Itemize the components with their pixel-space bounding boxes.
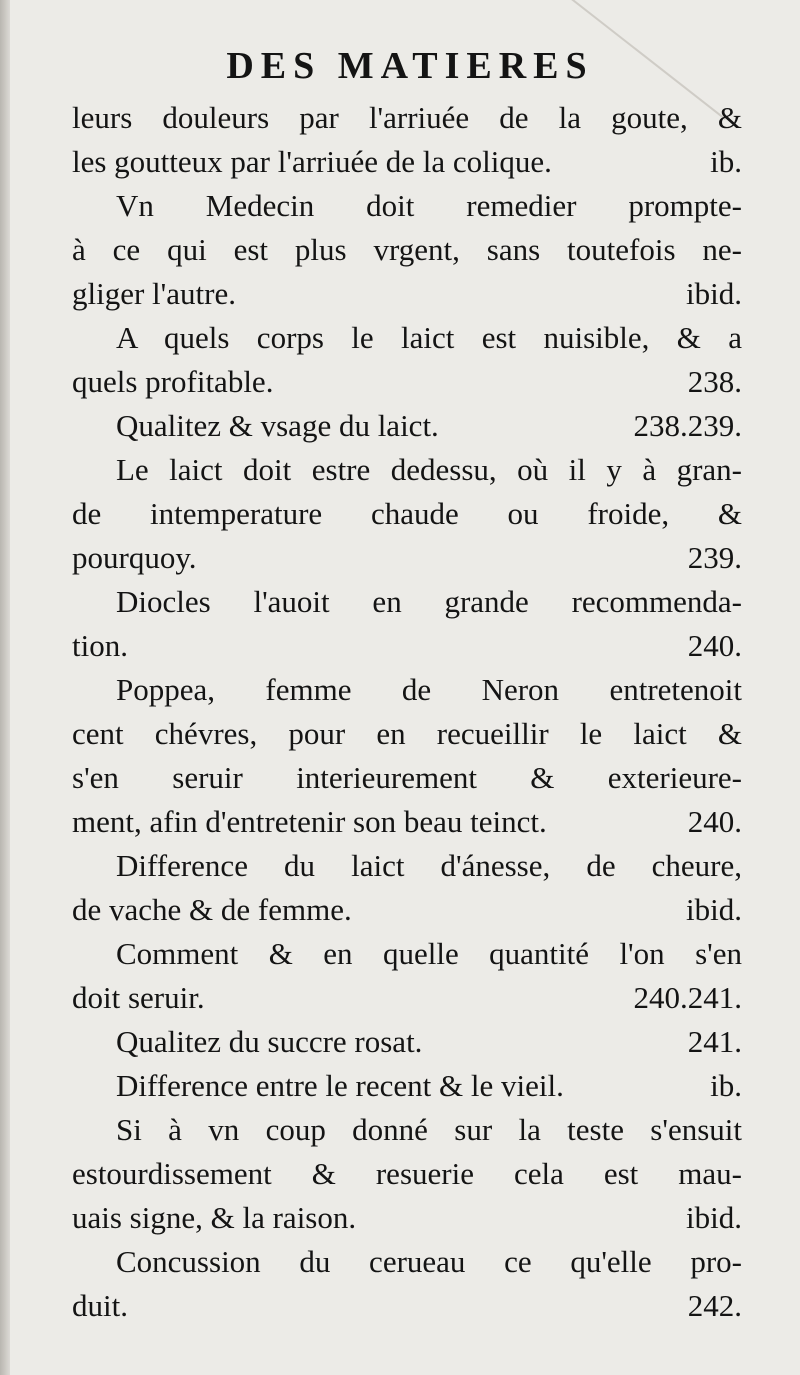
entry-line: Vn Medecin doit remedier prompte- bbox=[116, 188, 742, 223]
entry-line: tion. 240. bbox=[72, 624, 742, 668]
page-reference: 242. bbox=[687, 1288, 742, 1323]
page-reference: 240. bbox=[687, 804, 742, 839]
page-reference: 240. bbox=[687, 628, 742, 663]
index-entry bbox=[72, 404, 742, 448]
entry-line: quels profitable. 238. bbox=[72, 360, 742, 404]
entry-line: Concussion du cerueau ce qu'elle pro- bbox=[116, 1244, 742, 1279]
index-entries bbox=[72, 96, 742, 1328]
index-entry bbox=[72, 844, 742, 932]
entry-line: Poppea, femme de Neron entretenoit bbox=[116, 672, 742, 707]
entry-line: Diocles l'auoit en grande recommenda- bbox=[116, 584, 742, 619]
entry-line: cent chévres, pour en recueillir le laict & bbox=[72, 716, 742, 751]
entry-line: Difference du laict d'ánesse, de cheure, bbox=[116, 848, 742, 883]
entry-line: pourquoy. 239. bbox=[72, 536, 742, 580]
index-entry bbox=[72, 1108, 742, 1240]
entry-line: A quels corps le laict est nuisible, & a bbox=[116, 320, 742, 355]
page-header: DES MATIERES bbox=[226, 45, 594, 87]
entry-line: de intemperature chaude ou froide, & bbox=[72, 496, 742, 531]
page-reference: ib. bbox=[710, 144, 742, 179]
entry-line: de vache & de femme. ibid. bbox=[72, 888, 742, 932]
page-reference: ibid. bbox=[686, 892, 742, 927]
entry-line: leurs douleurs par l'arriuée de la goute, & bbox=[72, 100, 742, 135]
entry-line: à ce qui est plus vrgent, sans toutefois ne- bbox=[72, 232, 742, 267]
entry-line: s'en seruir interieurement & exterieure- bbox=[72, 760, 742, 795]
entry-line: gliger l'autre. ibid. bbox=[72, 272, 742, 316]
entry-line: uais signe, & la raison. ibid. bbox=[72, 1196, 742, 1240]
index-entry bbox=[72, 448, 742, 580]
entry-line: Si à vn coup donné sur la teste s'ensuit bbox=[116, 1112, 742, 1147]
index-entry bbox=[72, 668, 742, 844]
index-entry bbox=[72, 580, 742, 668]
index-entry bbox=[72, 1020, 742, 1064]
entry-line: Comment & en quelle quantité l'on s'en bbox=[116, 936, 742, 971]
page-reference: 239. bbox=[687, 540, 742, 575]
entry-line: Qualitez & vsage du laict. 238.239. bbox=[72, 404, 742, 448]
index-entry bbox=[72, 1064, 742, 1108]
page-reference: ibid. bbox=[686, 276, 742, 311]
page-reference: ibid. bbox=[686, 1200, 742, 1235]
page-reference: 241. bbox=[687, 1024, 742, 1059]
page-reference: 238.239. bbox=[633, 408, 742, 443]
entry-line: ment, afin d'entretenir son beau teinct. 240. bbox=[72, 800, 742, 844]
index-entry bbox=[72, 184, 742, 316]
index-entry bbox=[72, 932, 742, 1020]
page-reference: 238. bbox=[687, 364, 742, 399]
entry-line: les goutteux par l'arriuée de la colique. ib. bbox=[72, 140, 742, 184]
entry-line: Difference entre le recent & le vieil. ib. bbox=[72, 1064, 742, 1108]
entry-line: Le laict doit estre dedessu, où il y à gran- bbox=[116, 452, 742, 487]
entry-line: doit seruir. 240.241. bbox=[72, 976, 742, 1020]
entry-line: estourdissement & resuerie cela est mau- bbox=[72, 1156, 742, 1191]
index-entry bbox=[72, 1240, 742, 1328]
entry-line: duit. 242. bbox=[72, 1284, 742, 1328]
entry-line: Qualitez du succre rosat. 241. bbox=[72, 1020, 742, 1064]
page-reference: 240.241. bbox=[633, 980, 742, 1015]
page-reference: ib. bbox=[710, 1068, 742, 1103]
index-entry bbox=[72, 316, 742, 404]
index-entry bbox=[72, 96, 742, 184]
page-binding-edge bbox=[0, 0, 10, 1375]
